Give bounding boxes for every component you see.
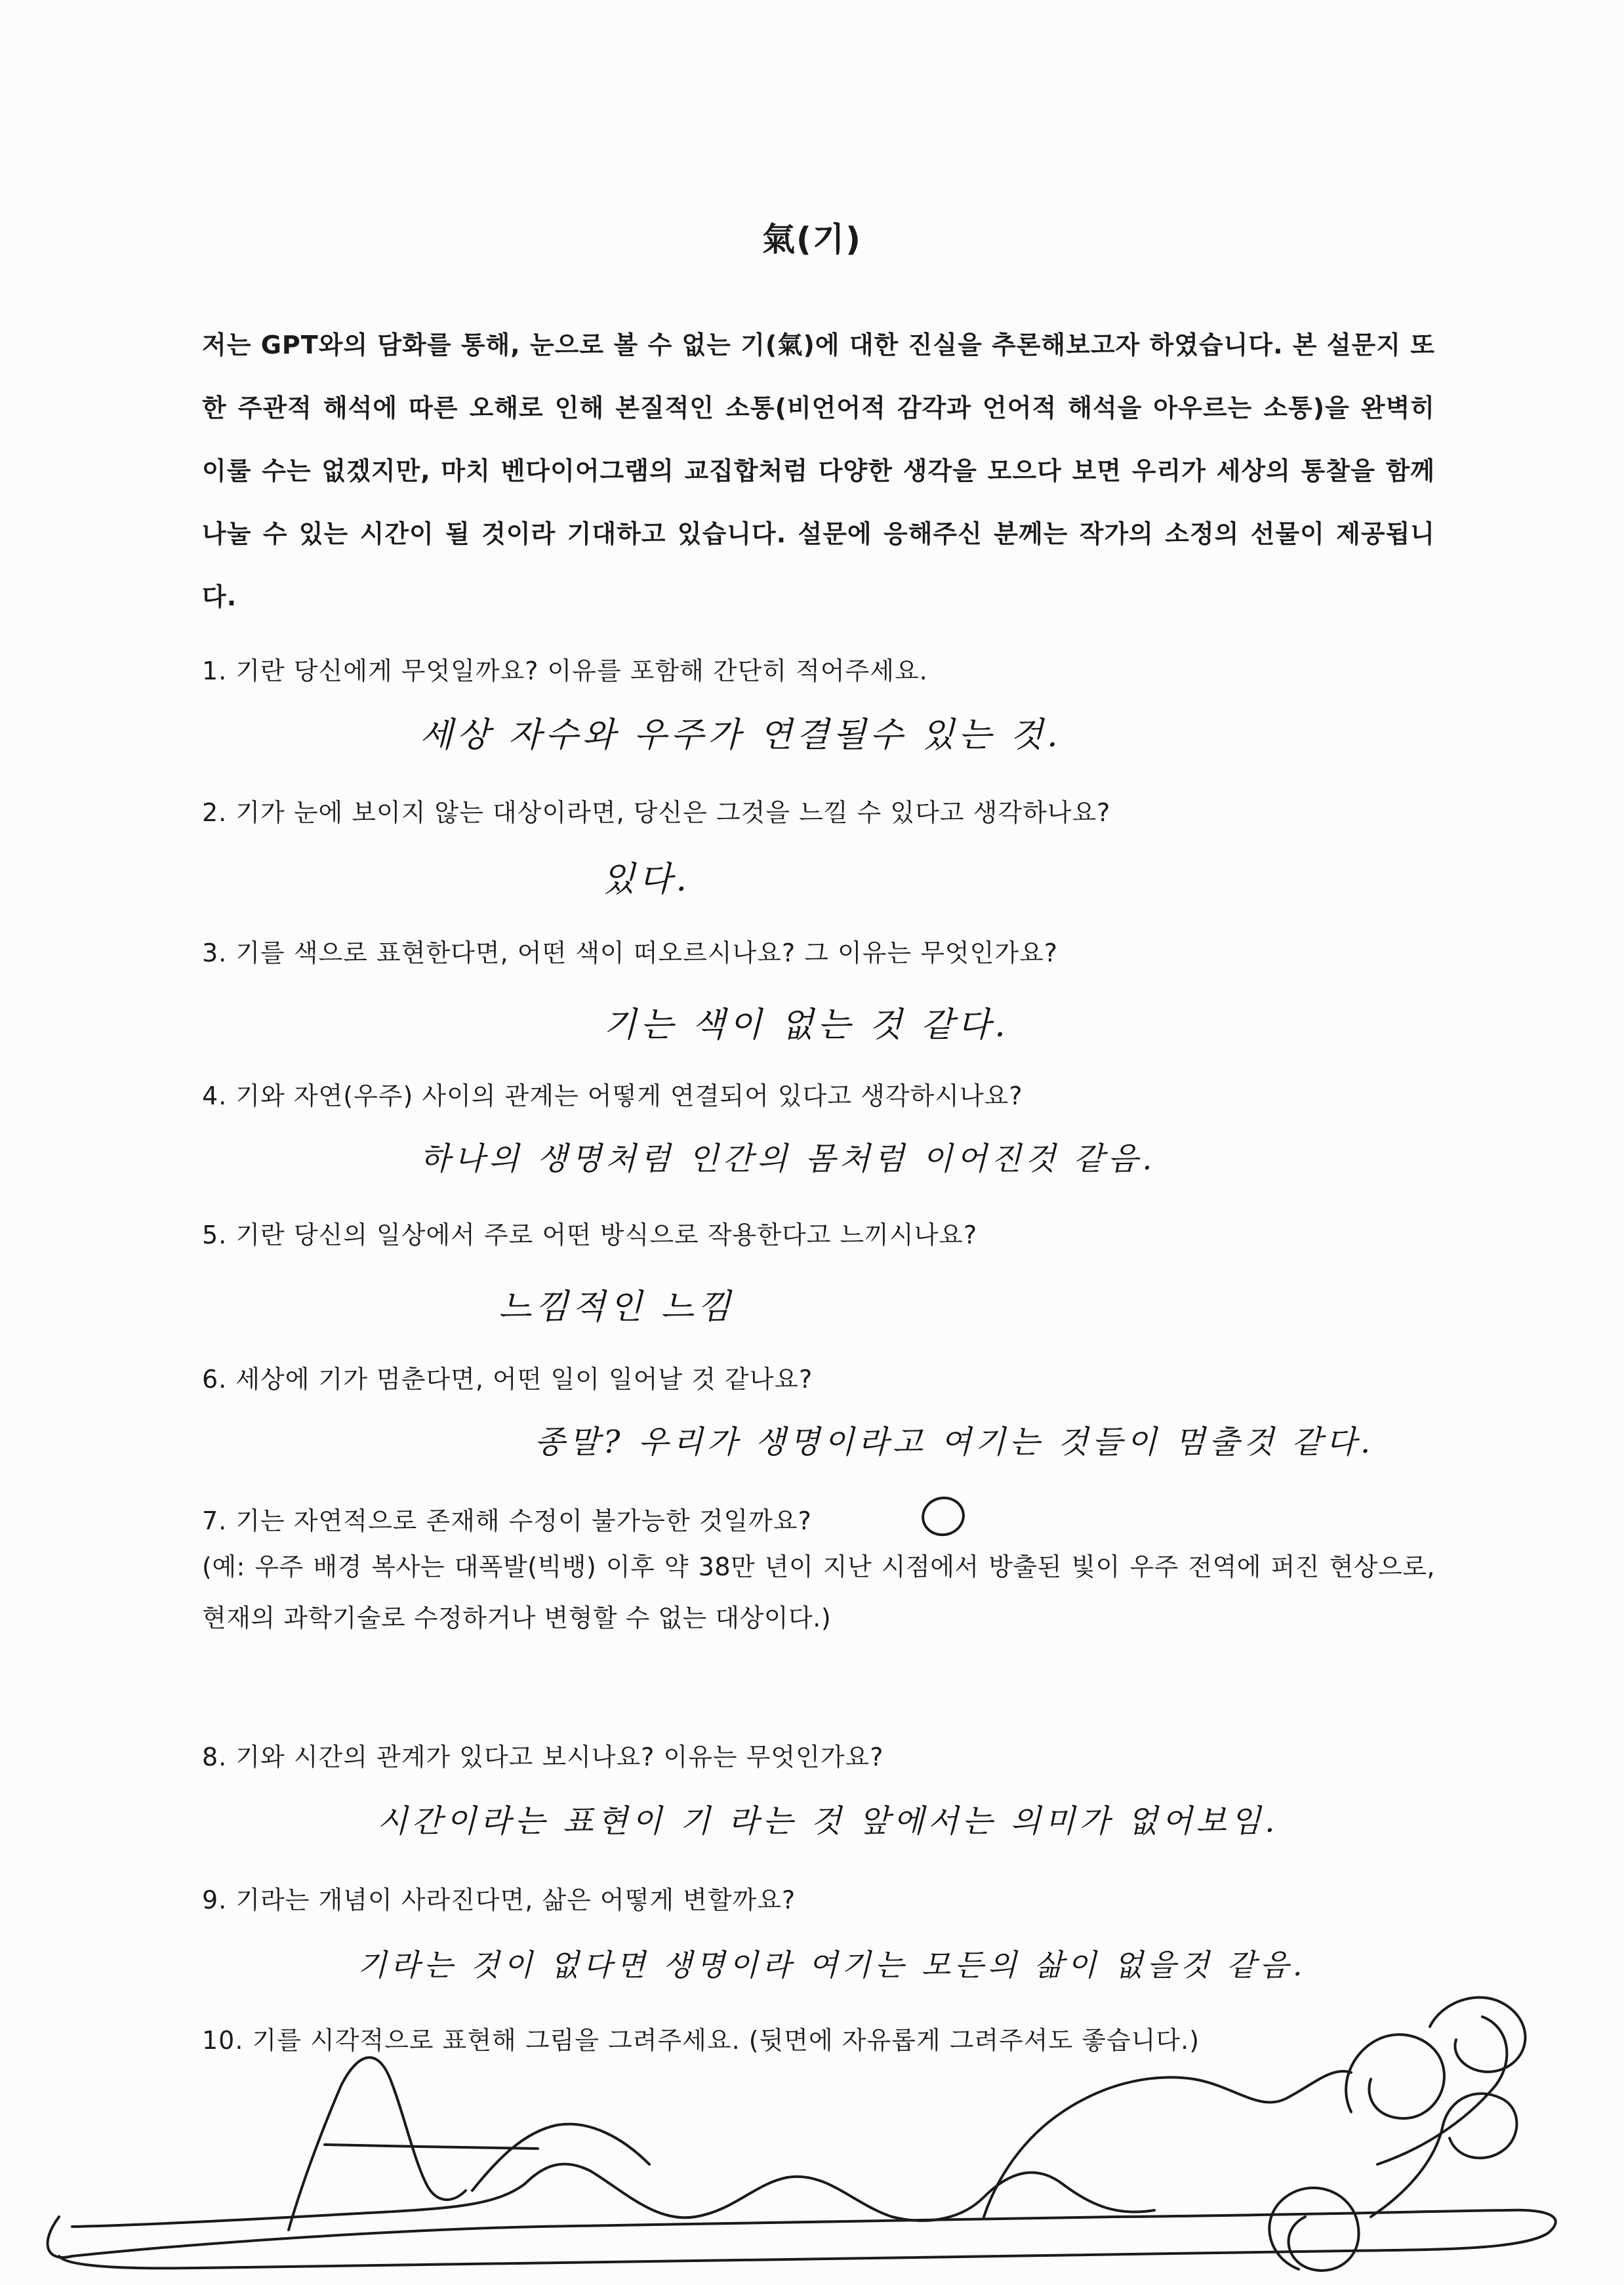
question-9: 9. 기라는 개념이 사라진다면, 삶은 어떻게 변할까요? [202,1886,796,1914]
answer-1: 세상 자수와 우주가 연결될수 있는 것. [420,716,1062,755]
answer-5: 느낌적인 느낌 [498,1287,735,1327]
sketch-loop-3 [1430,1998,1525,2072]
answer-4: 하나의 생명처럼 인간의 몸처럼 이어진것 같음. [420,1141,1156,1177]
question-10: 10. 기를 시각적으로 표현해 그림을 그려주세요. (뒷면에 자유롭게 그려주셔도 좋습니다.) [202,2026,1200,2055]
sketch-rise-right [984,2071,1351,2217]
question-8: 8. 기와 시간의 관계가 있다고 보시나요? 이유는 무엇인가요? [202,1743,884,1771]
answer-9: 기라는 것이 없다면 생명이라 여기는 모든의 삶이 없을것 같음. [357,1947,1307,1983]
answer-6: 종말? 우리가 생명이라고 여기는 것들이 멈출것 같다. [535,1424,1375,1461]
document-title: 氣(기) [761,220,862,258]
sketch-cross-line [325,2145,538,2149]
question-7: 7. 기는 자연적으로 존재해 수정이 불가능한 것일까요? [202,1506,812,1535]
sketch-loop-2 [1346,2034,1444,2118]
question-3: 3. 기를 색으로 표현한다면, 어떤 색이 떠오르시나요? 그 이유는 무엇인가요? [202,939,1058,967]
hand-drawn-sketch [0,1968,1624,2285]
sketch-loop-4 [1371,2093,1517,2217]
sketch-peak-left [289,2057,466,2230]
sketch-loop-1 [1269,2188,1358,2271]
intro-paragraph: 저는 GPT와의 담화를 통해, 눈으로 볼 수 없는 기(氣)에 대한 진실을 추론해보고자 하였습니다. 본 설문지 또한 주관적 해석에 따른 오해로 인해 본질적인 소통(비언어적 감각과 언어적 해석을 아우르는 소통)을 완벽히 이룰 수는 없겠지만, 마치 벤다이어그램의 교집합처럼 다양한 생각을 모으다 보면 우리가 세상의 통찰을 함께 나눌 수 있는 시간이 될 것이라 기대하고 있습니다. 설문에 응해주신 분께는 작가의 소정의 선물이 제공됩니다. [202,331,1435,611]
question-6: 6. 세상에 기가 멈춘다면, 어떤 일이 일어날 것 같나요? [202,1365,813,1394]
circle-mark [918,1493,968,1540]
question-7-note: (예: 우주 배경 복사는 대폭발(빅뱅) 이후 약 38만 년이 지난 시점에서 방출된 빛이 우주 전역에 퍼진 현상으로, 현재의 과학기술로 수정하거나 변형할 수 없는 대상이다.) [202,1552,1435,1632]
question-2: 2. 기가 눈에 보이지 않는 대상이라면, 당신은 그것을 느낄 수 있다고 생각하나요? [202,798,1111,827]
question-4: 4. 기와 자연(우주) 사이의 관계는 어떻게 연결되어 있다고 생각하시나요? [202,1082,1023,1110]
answer-3: 기는 색이 없는 것 같다. [603,1005,1009,1045]
answer-8: 시간이라는 표현이 기 라는 것 앞에서는 의미가 없어보임. [377,1803,1279,1840]
sketch-arch-middle [472,2124,649,2191]
question-5: 5. 기란 당신의 일상에서 주로 어떤 방식으로 작용한다고 느끼시나요? [202,1221,978,1249]
answer-2: 있다. [602,860,691,899]
question-1: 1. 기란 당신에게 무엇일까요? 이유를 포함해 간단히 적어주세요. [202,657,928,685]
